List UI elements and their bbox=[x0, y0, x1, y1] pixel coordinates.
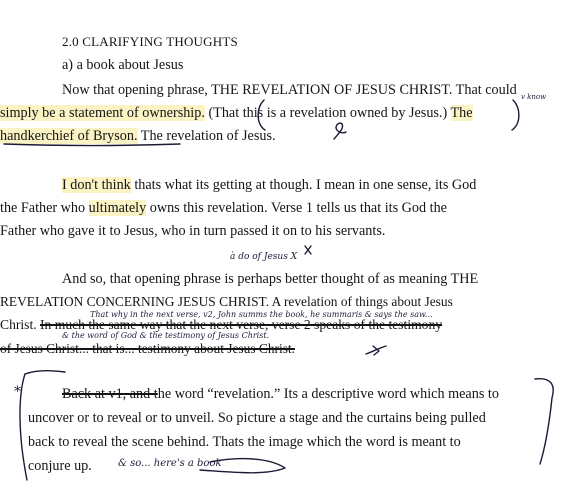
struck-text-testimony: of Jesus Christ... that is... testimony about Jesus Christ. bbox=[0, 341, 295, 356]
struck-text-back-at-v1: Back at v1, and t bbox=[62, 386, 158, 402]
handwritten-interline-2: & the word of God & the testimony of Jesus Christ. bbox=[62, 331, 270, 340]
handwritten-interline-1: That why in the next verse, v2, John summs the book, he summaris & says the saw... bbox=[90, 310, 433, 319]
para2-line3: Father who gave it to Jesus, who in turn passed it on to his servants. bbox=[0, 223, 386, 239]
para1-line1: Now that opening phrase, THE REVELATION OF JESUS CHRIST. That could bbox=[62, 82, 517, 98]
struck-text-next-verse: In much the same way that the next verse, verse 2 speaks of the testimony bbox=[40, 317, 443, 332]
para3-line1: And so, that opening phrase is perhaps better thought of as meaning THE bbox=[62, 271, 479, 287]
handwritten-v-know: v know bbox=[521, 93, 547, 101]
para3-line3: Christ. In much the same way that the next verse, verse 2 speaks of the testimony bbox=[0, 317, 443, 332]
margin-star-mark: * bbox=[14, 384, 21, 400]
x-mark-above-para3 bbox=[305, 246, 311, 254]
handwritten-end-note: & so... here's a book bbox=[118, 458, 222, 469]
underline-end-para3 bbox=[366, 346, 386, 354]
para4-line4: conjure up. bbox=[28, 458, 92, 474]
highlight-the: The bbox=[450, 105, 473, 121]
squiggle-after-revelation bbox=[334, 123, 346, 139]
margin-left-bracket bbox=[20, 374, 27, 480]
para2-line2: the Father who ultimately owns this revelation. Verse 1 tells us that its God the bbox=[0, 200, 447, 216]
section-heading: 2.0 CLARIFYING THOUGHTS bbox=[62, 34, 238, 49]
para3-line2: REVELATION CONCERNING JESUS CHRIST. A revelation of things about Jesus bbox=[0, 294, 453, 309]
left-bracket-hook bbox=[25, 371, 65, 374]
margin-right-bracket bbox=[535, 379, 553, 464]
subsection-heading: a) a book about Jesus bbox=[62, 57, 184, 73]
para2-line1: I don't think thats what its getting at though. I mean in one sense, its God bbox=[62, 177, 477, 193]
ownership-parenthetical: (That this is a revelation owned by Jesus.) bbox=[208, 105, 448, 121]
para4-line3: back to reveal the scene behind. Thats the image which the word is meant to bbox=[28, 434, 461, 450]
highlight-ultimately: ultimately bbox=[88, 200, 147, 216]
caret-mark-para3 bbox=[373, 346, 379, 355]
parenthesis-close-mark bbox=[512, 100, 519, 130]
highlight-ownership: simply be a statement of ownership. bbox=[0, 105, 205, 121]
para4-line1: Back at v1, and the word “revelation.” Its a descriptive word which means to bbox=[62, 386, 499, 402]
highlight-bryson: handkerchief of Bryson. bbox=[0, 128, 138, 144]
para1-line3: handkerchief of Bryson. The revelation of Jesus. bbox=[0, 128, 276, 144]
highlight-dont-think: I don't think bbox=[62, 177, 131, 193]
para3-line4 bbox=[0, 340, 295, 358]
handwritten-note-above-para3: à do of Jesus X bbox=[230, 252, 298, 262]
para4-line2: uncover or to reveal or to unveil. So picture a stage and the curtains being pulled bbox=[28, 410, 486, 426]
para1-line2 bbox=[0, 104, 473, 122]
